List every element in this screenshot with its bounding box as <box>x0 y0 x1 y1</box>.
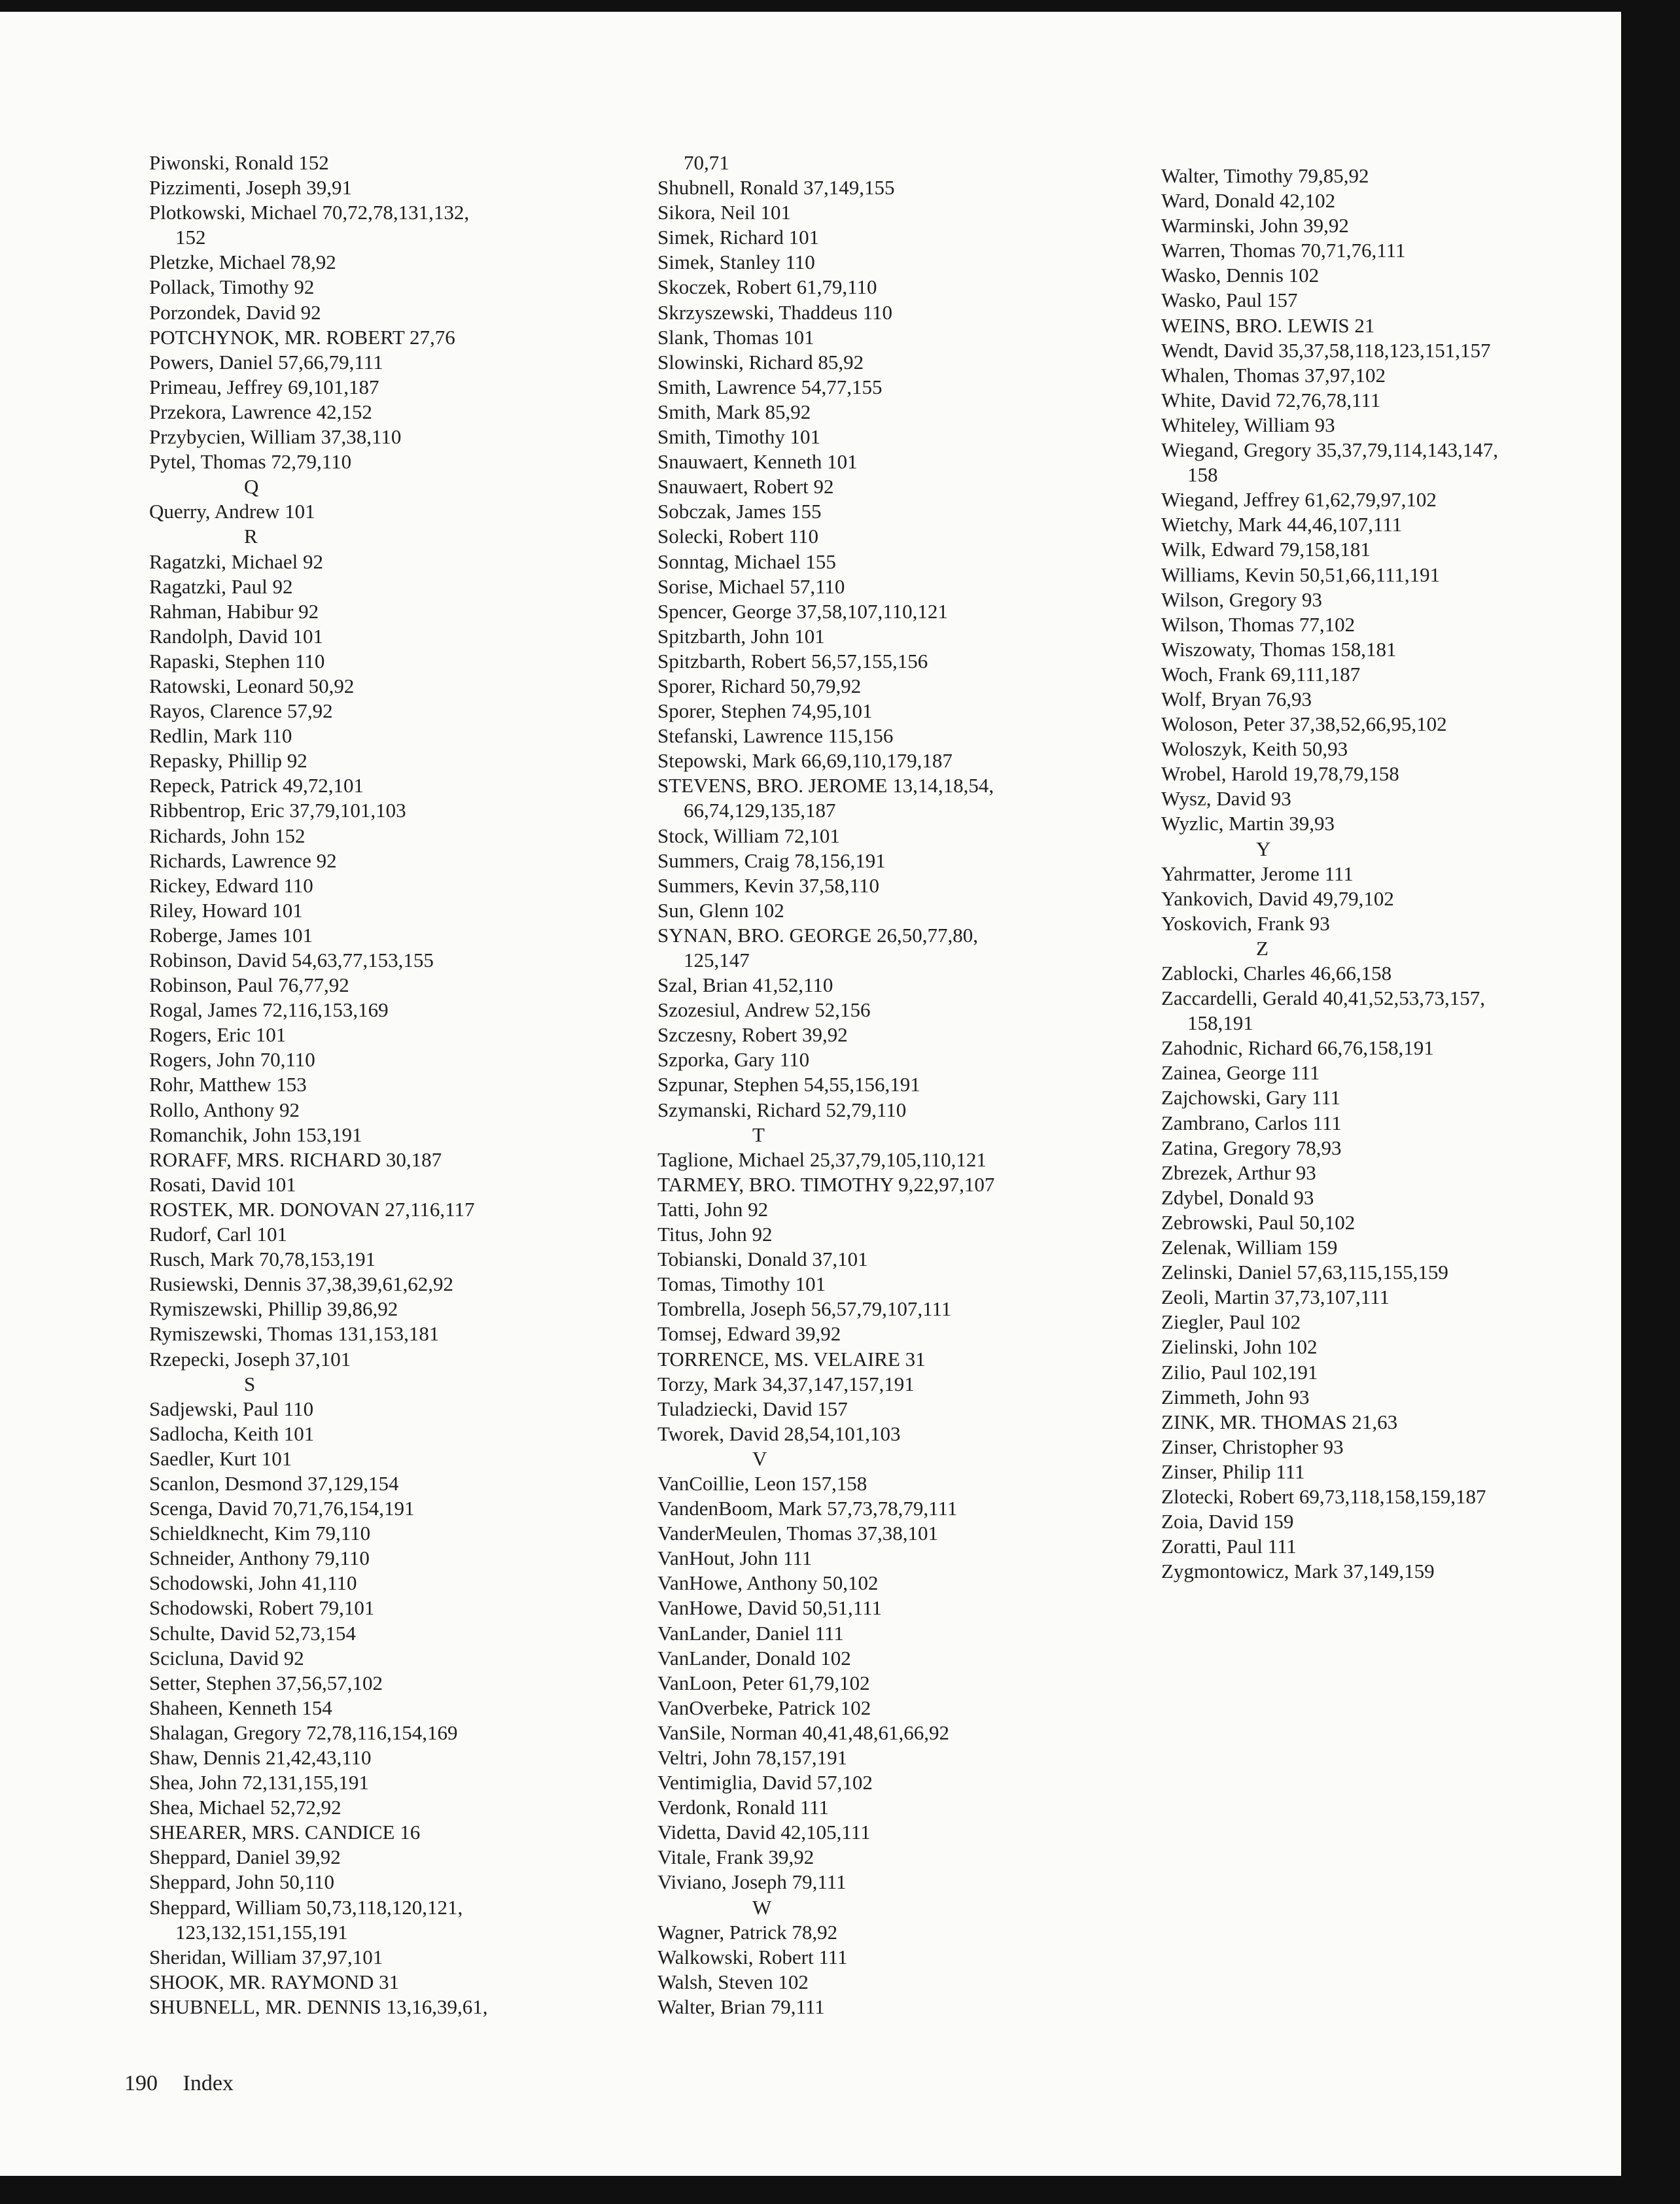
index-entry: Wendt, David 35,37,58,118,123,151,157 <box>1161 338 1491 362</box>
index-entry: Tatti, John 92 <box>657 1197 769 1221</box>
letter-heading: W <box>752 1895 772 1919</box>
index-entry: Rudorf, Carl 101 <box>149 1223 287 1246</box>
index-entry: Wilson, Thomas 77,102 <box>1161 612 1356 636</box>
index-entry-continuation: 158 <box>1187 463 1218 487</box>
page-footer <box>124 2071 234 2096</box>
index-entry: Videtta, David 42,105,111 <box>657 1821 871 1844</box>
index-entry: Zlotecki, Robert 69,73,118,158,159,187 <box>1161 1484 1486 1508</box>
index-entry: Simek, Stanley 110 <box>657 251 815 274</box>
index-entry: Zebrowski, Paul 50,102 <box>1161 1210 1356 1234</box>
index-entry: Walter, Brian 79,111 <box>657 1995 825 2018</box>
index-entry: VanLander, Donald 102 <box>657 1646 851 1670</box>
index-entry: Wysz, David 93 <box>1161 787 1291 811</box>
index-entry: Zinser, Christopher 93 <box>1161 1435 1344 1458</box>
index-entry: Tworek, David 28,54,101,103 <box>657 1422 901 1445</box>
index-entry: Piwonski, Ronald 152 <box>149 151 329 174</box>
index-entry: Przybycien, William 37,38,110 <box>149 425 402 449</box>
index-entry: Shea, Michael 52,72,92 <box>149 1796 341 1819</box>
index-entry: VanLoon, Peter 61,79,102 <box>657 1671 870 1694</box>
index-entry: Ribbentrop, Eric 37,79,101,103 <box>149 799 406 822</box>
index-entry: Zilio, Paul 102,191 <box>1161 1360 1318 1384</box>
index-entry: Pytel, Thomas 72,79,110 <box>149 450 352 474</box>
index-entry: Szporka, Gary 110 <box>657 1048 810 1072</box>
index-entry: VanderMeulen, Thomas 37,38,101 <box>657 1522 939 1545</box>
index-entry: Tobianski, Donald 37,101 <box>657 1248 868 1271</box>
index-entry: Yankovich, David 49,79,102 <box>1161 886 1394 910</box>
index-entry: Woloszyk, Keith 50,93 <box>1161 737 1348 761</box>
index-entry: Ventimiglia, David 57,102 <box>657 1771 873 1794</box>
index-entry: Sporer, Stephen 74,95,101 <box>657 699 873 723</box>
index-entry: Schieldknecht, Kim 79,110 <box>149 1522 371 1545</box>
letter-heading: T <box>752 1123 765 1146</box>
letter-heading: Q <box>244 475 259 499</box>
index-entry: Sikora, Neil 101 <box>657 201 792 224</box>
index-entry: Scanlon, Desmond 37,129,154 <box>149 1471 399 1495</box>
index-entry: Rymiszewski, Thomas 131,153,181 <box>149 1322 440 1346</box>
index-entry: SHUBNELL, MR. DENNIS 13,16,39,61, <box>149 1995 488 2018</box>
index-entry: Ragatzki, Paul 92 <box>149 574 293 598</box>
index-entry: Stepowski, Mark 66,69,110,179,187 <box>657 749 953 773</box>
page-number: 190 <box>124 2071 158 2095</box>
index-entry: Redlin, Mark 110 <box>149 724 292 748</box>
index-entry: Wiszowaty, Thomas 158,181 <box>1161 637 1397 661</box>
index-entry: Wiegand, Gregory 35,37,79,114,143,147, <box>1161 438 1499 462</box>
index-entry: Schulte, David 52,73,154 <box>149 1621 356 1645</box>
index-entry: Schodowski, Robert 79,101 <box>149 1596 375 1620</box>
index-entry: Riley, Howard 101 <box>149 898 303 922</box>
index-entry: VanSile, Norman 40,41,48,61,66,92 <box>657 1721 950 1744</box>
index-entry: Richards, John 152 <box>149 824 306 847</box>
index-entry: SYNAN, BRO. GEORGE 26,50,77,80, <box>657 923 978 947</box>
index-entry: Pletzke, Michael 78,92 <box>149 251 336 274</box>
index-entry: Solecki, Robert 110 <box>657 525 818 548</box>
index-entry: Sheppard, Daniel 39,92 <box>149 1845 341 1869</box>
index-entry: Rogal, James 72,116,153,169 <box>149 998 389 1022</box>
index-entry: Sadlocha, Keith 101 <box>149 1422 315 1445</box>
index-entry: Zainea, George 111 <box>1161 1061 1320 1085</box>
index-entry: TORRENCE, MS. VELAIRE 31 <box>657 1347 926 1371</box>
index-entry: Repasky, Phillip 92 <box>149 749 307 773</box>
index-entry: Walkowski, Robert 111 <box>657 1945 848 1968</box>
index-entry: Przekora, Lawrence 42,152 <box>149 400 372 423</box>
index-entry: Rohr, Matthew 153 <box>149 1073 307 1096</box>
index-entry: Stock, William 72,101 <box>657 824 840 847</box>
index-entry: Sheppard, William 50,73,118,120,121, <box>149 1895 463 1919</box>
index-entry: Querry, Andrew 101 <box>149 500 315 523</box>
index-entry: Zahodnic, Richard 66,76,158,191 <box>1161 1036 1434 1060</box>
index-entry: Setter, Stephen 37,56,57,102 <box>149 1671 383 1694</box>
index-entry: Pizzimenti, Joseph 39,91 <box>149 176 352 200</box>
index-entry: Plotkowski, Michael 70,72,78,131,132, <box>149 201 470 224</box>
index-entry: Whalen, Thomas 37,97,102 <box>1161 363 1386 387</box>
index-entry: Rogers, John 70,110 <box>149 1048 315 1072</box>
index-entry: Slank, Thomas 101 <box>657 325 814 349</box>
index-entry: Szpunar, Stephen 54,55,156,191 <box>657 1073 920 1096</box>
index-entry: Wilk, Edward 79,158,181 <box>1161 538 1371 561</box>
index-entry: Williams, Kevin 50,51,66,111,191 <box>1161 563 1441 586</box>
index-entry: Robinson, Paul 76,77,92 <box>149 973 349 997</box>
index-entry: Rollo, Anthony 92 <box>149 1098 300 1121</box>
index-entry: Rosati, David 101 <box>149 1172 296 1196</box>
index-entry: Powers, Daniel 57,66,79,111 <box>149 350 383 374</box>
index-entry: Titus, John 92 <box>657 1223 773 1246</box>
index-entry: Rymiszewski, Phillip 39,86,92 <box>149 1297 398 1321</box>
index-entry: Tomsej, Edward 39,92 <box>657 1322 841 1346</box>
index-entry: Yoskovich, Frank 93 <box>1161 911 1330 935</box>
index-entry: Spitzbarth, John 101 <box>657 624 825 648</box>
index-entry: Pollack, Timothy 92 <box>149 275 315 299</box>
index-entry: Richards, Lawrence 92 <box>149 848 337 872</box>
index-entry: Rayos, Clarence 57,92 <box>149 699 333 723</box>
letter-heading: Y <box>1256 837 1271 860</box>
index-entry: Woloson, Peter 37,38,52,66,95,102 <box>1161 712 1447 736</box>
index-entry: Vitale, Frank 39,92 <box>657 1845 814 1869</box>
index-entry: Szymanski, Richard 52,79,110 <box>657 1098 907 1121</box>
index-entry: Smith, Timothy 101 <box>657 425 820 449</box>
index-column-3 <box>1161 164 1498 1584</box>
index-entry: Zatina, Gregory 78,93 <box>1161 1136 1342 1159</box>
index-entry: Zelenak, William 159 <box>1161 1236 1338 1259</box>
index-entry: Zablocki, Charles 46,66,158 <box>1161 962 1392 985</box>
index-entry: Wolf, Bryan 76,93 <box>1161 687 1312 710</box>
index-entry: Wiegand, Jeffrey 61,62,79,97,102 <box>1161 488 1437 512</box>
index-entry: WEINS, BRO. LEWIS 21 <box>1161 313 1375 337</box>
index-entry: Warminski, John 39,92 <box>1161 214 1349 237</box>
index-entry: Verdonk, Ronald 111 <box>657 1796 830 1819</box>
index-entry: Tuladziecki, David 157 <box>657 1397 848 1420</box>
index-entry: White, David 72,76,78,111 <box>1161 388 1381 411</box>
index-entry-continuation: 123,132,151,155,191 <box>175 1920 348 1944</box>
index-entry: ZINK, MR. THOMAS 21,63 <box>1161 1410 1398 1433</box>
index-entry: Walter, Timothy 79,85,92 <box>1161 164 1369 187</box>
index-entry: Sobczak, James 155 <box>657 500 822 523</box>
index-entry: Schneider, Anthony 79,110 <box>149 1547 370 1570</box>
index-entry: Zdybel, Donald 93 <box>1161 1185 1314 1209</box>
index-entry: Zimmeth, John 93 <box>1161 1385 1310 1408</box>
index-entry: Zoratti, Paul 111 <box>1161 1535 1297 1558</box>
index-entry: Summers, Craig 78,156,191 <box>657 848 886 872</box>
index-entry: Primeau, Jeffrey 69,101,187 <box>149 375 379 398</box>
index-entry: Sheridan, William 37,97,101 <box>149 1945 383 1968</box>
index-entry: Zelinski, Daniel 57,63,115,155,159 <box>1161 1261 1448 1284</box>
index-entry: Viviano, Joseph 79,111 <box>657 1870 847 1894</box>
index-entry-continuation: 125,147 <box>684 949 750 971</box>
index-entry: Ratowski, Leonard 50,92 <box>149 674 355 697</box>
index-entry: Sheppard, John 50,110 <box>149 1870 334 1894</box>
index-entry: Taglione, Michael 25,37,79,105,110,121 <box>657 1147 987 1171</box>
index-entry: Rickey, Edward 110 <box>149 873 313 897</box>
index-entry: Wietchy, Mark 44,46,107,111 <box>1161 513 1403 536</box>
index-entry: Roberge, James 101 <box>149 923 313 947</box>
index-column-2 <box>657 150 994 2020</box>
index-entry: Ziegler, Paul 102 <box>1161 1310 1301 1334</box>
index-entry: Zbrezek, Arthur 93 <box>1161 1161 1316 1184</box>
index-entry: Shaw, Dennis 21,42,43,110 <box>149 1746 372 1769</box>
index-entry: Sadjewski, Paul 110 <box>149 1397 314 1420</box>
index-entry: Snauwaert, Kenneth 101 <box>657 450 858 474</box>
index-entry: Veltri, John 78,157,191 <box>657 1746 848 1769</box>
index-entry: Zaccardelli, Gerald 40,41,52,53,73,157, <box>1161 987 1485 1010</box>
index-entry: Sporer, Richard 50,79,92 <box>657 674 862 697</box>
index-entry: Zinser, Philip 111 <box>1161 1460 1305 1483</box>
index-entry: VanHout, John 111 <box>657 1547 813 1570</box>
index-entry: Rogers, Eric 101 <box>149 1023 287 1047</box>
index-entry: Smith, Mark 85,92 <box>657 400 811 423</box>
index-entry: Wasko, Paul 157 <box>1161 289 1298 312</box>
index-entry: Robinson, David 54,63,77,153,155 <box>149 949 434 971</box>
index-entry-continuation: 66,74,129,135,187 <box>684 799 836 822</box>
index-entry: VanCoillie, Leon 157,158 <box>657 1471 867 1495</box>
index-entry: Wasko, Dennis 102 <box>1161 264 1320 287</box>
index-entry-continuation: 158,191 <box>1187 1011 1253 1035</box>
index-entry: Zygmontowicz, Mark 37,149,159 <box>1161 1560 1435 1583</box>
index-entry: Saedler, Kurt 101 <box>149 1446 292 1470</box>
index-entry-continuation: 70,71 <box>684 151 729 174</box>
index-entry: RORAFF, MRS. RICHARD 30,187 <box>149 1147 442 1171</box>
index-entry: Romanchik, John 153,191 <box>149 1123 362 1146</box>
index-entry: Zielinski, John 102 <box>1161 1335 1318 1359</box>
index-entry: Schodowski, John 41,110 <box>149 1571 357 1595</box>
index-entry: Szczesny, Robert 39,92 <box>657 1023 848 1047</box>
index-entry: TARMEY, BRO. TIMOTHY 9,22,97,107 <box>657 1172 995 1196</box>
section-title: Index <box>183 2071 234 2095</box>
index-entry: ROSTEK, MR. DONOVAN 27,116,117 <box>149 1197 475 1221</box>
index-entry: Szal, Brian 41,52,110 <box>657 973 833 997</box>
index-entry: Yahrmatter, Jerome 111 <box>1161 862 1354 885</box>
index-entry: STEVENS, BRO. JEROME 13,14,18,54, <box>657 774 994 797</box>
index-entry: Zeoli, Martin 37,73,107,111 <box>1161 1286 1390 1309</box>
index-entry: Wrobel, Harold 19,78,79,158 <box>1161 762 1399 786</box>
index-entry: SHOOK, MR. RAYMOND 31 <box>149 1970 400 1993</box>
index-entry: Slowinski, Richard 85,92 <box>657 350 864 374</box>
index-entry: Ward, Donald 42,102 <box>1161 189 1336 213</box>
index-entry-continuation: 152 <box>175 226 206 249</box>
index-entry: Scenga, David 70,71,76,154,191 <box>149 1497 415 1520</box>
index-entry: Zajchowski, Gary 111 <box>1161 1086 1341 1110</box>
index-entry: Repeck, Patrick 49,72,101 <box>149 774 364 797</box>
index-entry: Rapaski, Stephen 110 <box>149 649 325 673</box>
index-entry: Tomas, Timothy 101 <box>657 1272 826 1296</box>
index-entry: Shubnell, Ronald 37,149,155 <box>657 176 895 200</box>
index-entry: Rusch, Mark 70,78,153,191 <box>149 1248 376 1271</box>
index-column-1 <box>149 150 488 2020</box>
index-entry: Tombrella, Joseph 56,57,79,107,111 <box>657 1297 952 1321</box>
index-entry: Sonntag, Michael 155 <box>657 550 836 573</box>
index-entry: Stefanski, Lawrence 115,156 <box>657 724 894 748</box>
index-entry: Skoczek, Robert 61,79,110 <box>657 275 877 299</box>
index-entry: Summers, Kevin 37,58,110 <box>657 873 879 897</box>
index-entry: Spencer, George 37,58,107,110,121 <box>657 599 948 623</box>
index-entry: Shalagan, Gregory 72,78,116,154,169 <box>149 1721 458 1744</box>
letter-heading: S <box>244 1372 256 1395</box>
letter-heading: R <box>244 525 258 548</box>
index-entry: Sun, Glenn 102 <box>657 898 784 922</box>
index-entry: Scicluna, David 92 <box>149 1646 304 1670</box>
index-entry: Randolph, David 101 <box>149 624 324 648</box>
index-entry: Skrzyszewski, Thaddeus 110 <box>657 300 893 324</box>
index-entry: Walsh, Steven 102 <box>657 1970 809 1993</box>
index-entry: VanHowe, Anthony 50,102 <box>657 1571 879 1595</box>
index-entry: VanHowe, David 50,51,111 <box>657 1596 882 1620</box>
index-entry: Woch, Frank 69,111,187 <box>1161 662 1361 686</box>
index-entry: Rahman, Habibur 92 <box>149 599 319 623</box>
index-entry: VandenBoom, Mark 57,73,78,79,111 <box>657 1497 958 1520</box>
index-entry: Szozesiul, Andrew 52,156 <box>657 998 871 1022</box>
index-entry: Shaheen, Kenneth 154 <box>149 1696 332 1719</box>
index-entry: Torzy, Mark 34,37,147,157,191 <box>657 1372 915 1395</box>
index-entry: Zoia, David 159 <box>1161 1510 1294 1533</box>
index-page <box>0 12 1621 2176</box>
letter-heading: V <box>752 1446 767 1470</box>
index-entry: Spitzbarth, Robert 56,57,155,156 <box>657 649 928 673</box>
index-entry: Zambrano, Carlos 111 <box>1161 1111 1342 1134</box>
index-entry: Porzondek, David 92 <box>149 300 321 324</box>
index-entry: Rusiewski, Dennis 37,38,39,61,62,92 <box>149 1272 453 1296</box>
index-entry: Warren, Thomas 70,71,76,111 <box>1161 239 1406 262</box>
index-entry: SHEARER, MRS. CANDICE 16 <box>149 1821 421 1844</box>
index-entry: VanLander, Daniel 111 <box>657 1621 844 1645</box>
index-entry: Simek, Richard 101 <box>657 226 820 249</box>
index-entry: Wyzlic, Martin 39,93 <box>1161 812 1335 835</box>
index-entry: Snauwaert, Robert 92 <box>657 475 834 499</box>
index-entry: Wagner, Patrick 78,92 <box>657 1920 838 1944</box>
index-entry: Rzepecki, Joseph 37,101 <box>149 1347 351 1371</box>
letter-heading: Z <box>1256 936 1269 960</box>
index-entry: Whiteley, William 93 <box>1161 413 1335 436</box>
index-entry: Sorise, Michael 57,110 <box>657 574 845 598</box>
index-entry: Wilson, Gregory 93 <box>1161 587 1322 611</box>
index-entry: Shea, John 72,131,155,191 <box>149 1771 369 1794</box>
index-entry: POTCHYNOK, MR. ROBERT 27,76 <box>149 325 455 349</box>
index-entry: VanOverbeke, Patrick 102 <box>657 1696 871 1719</box>
index-entry: Smith, Lawrence 54,77,155 <box>657 375 883 398</box>
index-entry: Ragatzki, Michael 92 <box>149 550 323 573</box>
